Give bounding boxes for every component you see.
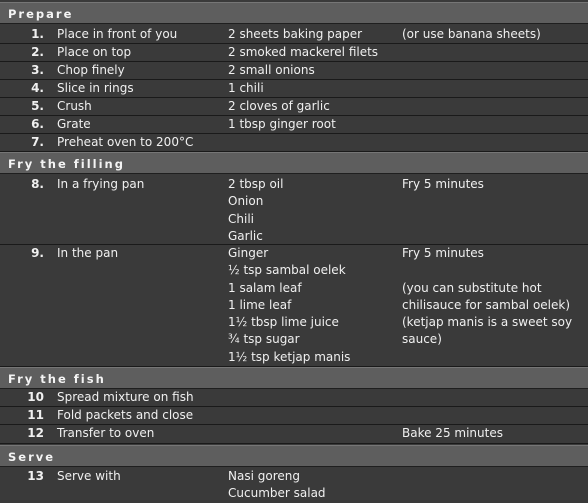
- ingredient-line: Garlic: [228, 228, 263, 243]
- step-ingredient: 1 tbsp ginger root: [228, 117, 336, 131]
- step-row: [0, 44, 588, 62]
- section-header-serve: [0, 445, 588, 467]
- step-ingredient-list: [228, 468, 326, 503]
- ingredient-line: ¾ tsp sugar: [228, 332, 300, 347]
- step-number: 9.: [31, 246, 44, 260]
- step-row: [0, 26, 588, 44]
- ingredient-line: 1 salam leaf: [228, 280, 302, 295]
- spacer: [402, 262, 572, 279]
- step-number: 3.: [31, 63, 44, 77]
- step-row: [0, 176, 588, 245]
- step-action: Place in front of you: [57, 27, 178, 41]
- step-action: Transfer to oven: [57, 426, 155, 440]
- step-number: 10: [27, 390, 44, 404]
- step-number: 6.: [31, 117, 44, 131]
- note-line: (ketjap manis is a sweet soy: [402, 315, 573, 330]
- step-ingredient: 1 chili: [228, 81, 264, 95]
- note-line: Fry 5 minutes: [402, 246, 484, 260]
- step-note-list: [402, 245, 572, 349]
- step-row: [0, 62, 588, 80]
- step-note: Fry 5 minutes: [402, 177, 484, 191]
- step-action: In a frying pan: [57, 177, 145, 191]
- step-action: Chop finely: [57, 63, 125, 77]
- step-number: 13: [27, 469, 44, 483]
- step-number: 7.: [31, 135, 44, 149]
- step-action: In the pan: [57, 246, 119, 260]
- ingredient-line: 1½ tbsp lime juice: [228, 315, 339, 330]
- note-line: sauce): [402, 332, 442, 347]
- section-title: Fry the fish: [8, 372, 106, 386]
- step-action: Slice in rings: [57, 81, 134, 95]
- section-title: Prepare: [8, 7, 74, 21]
- step-row: [0, 80, 588, 98]
- ingredient-line: Onion: [228, 194, 264, 209]
- step-number: 4.: [31, 81, 44, 95]
- step-row: [0, 407, 588, 425]
- step-note: (or use banana sheets): [402, 27, 541, 41]
- note-line: chilisauce for sambal oelek): [402, 297, 571, 312]
- step-action: Crush: [57, 99, 92, 113]
- section-header-fry-filling: [0, 152, 588, 174]
- step-action: Preheat oven to 200°C: [57, 135, 194, 149]
- section-title: Fry the filling: [8, 157, 125, 171]
- step-row: [0, 389, 588, 407]
- step-row: [0, 245, 588, 367]
- step-row: [0, 425, 588, 444]
- section-header-prepare: [0, 2, 588, 24]
- note-line: (you can substitute hot: [402, 280, 542, 295]
- step-action: Grate: [57, 117, 91, 131]
- step-action: Serve with: [57, 469, 121, 483]
- step-action: Spread mixture on fish: [57, 390, 194, 404]
- step-ingredient-list: [228, 245, 350, 366]
- step-row: [0, 116, 588, 134]
- step-row: [0, 98, 588, 116]
- step-number: 11: [27, 408, 44, 422]
- step-ingredient: 2 smoked mackerel filets: [228, 45, 379, 59]
- ingredient-line: 2 tbsp oil: [228, 177, 284, 191]
- ingredient-line: Nasi goreng: [228, 469, 300, 483]
- step-ingredient-list: [228, 176, 283, 245]
- step-note: Bake 25 minutes: [402, 426, 503, 440]
- step-number: 1.: [31, 27, 44, 41]
- step-row: [0, 468, 588, 503]
- ingredient-line: Ginger: [228, 246, 269, 260]
- ingredient-line: Chili: [228, 211, 254, 226]
- ingredient-line: 1½ tsp ketjap manis: [228, 349, 351, 364]
- step-row: [0, 134, 588, 152]
- step-action: Place on top: [57, 45, 132, 59]
- section-title: Serve: [8, 450, 56, 464]
- ingredient-line: 1 lime leaf: [228, 297, 292, 312]
- ingredient-line: Cucumber salad: [228, 486, 326, 501]
- step-ingredient: 2 sheets baking paper: [228, 27, 363, 41]
- step-number: 2.: [31, 45, 44, 59]
- step-number: 5.: [31, 99, 44, 113]
- step-number: 12: [27, 426, 44, 440]
- step-action: Fold packets and close: [57, 408, 194, 422]
- step-ingredient: 2 cloves of garlic: [228, 99, 330, 113]
- section-header-fry-fish: [0, 367, 588, 389]
- step-ingredient: 2 small onions: [228, 63, 315, 77]
- ingredient-line: ½ tsp sambal oelek: [228, 263, 346, 278]
- step-number: 8.: [31, 177, 44, 191]
